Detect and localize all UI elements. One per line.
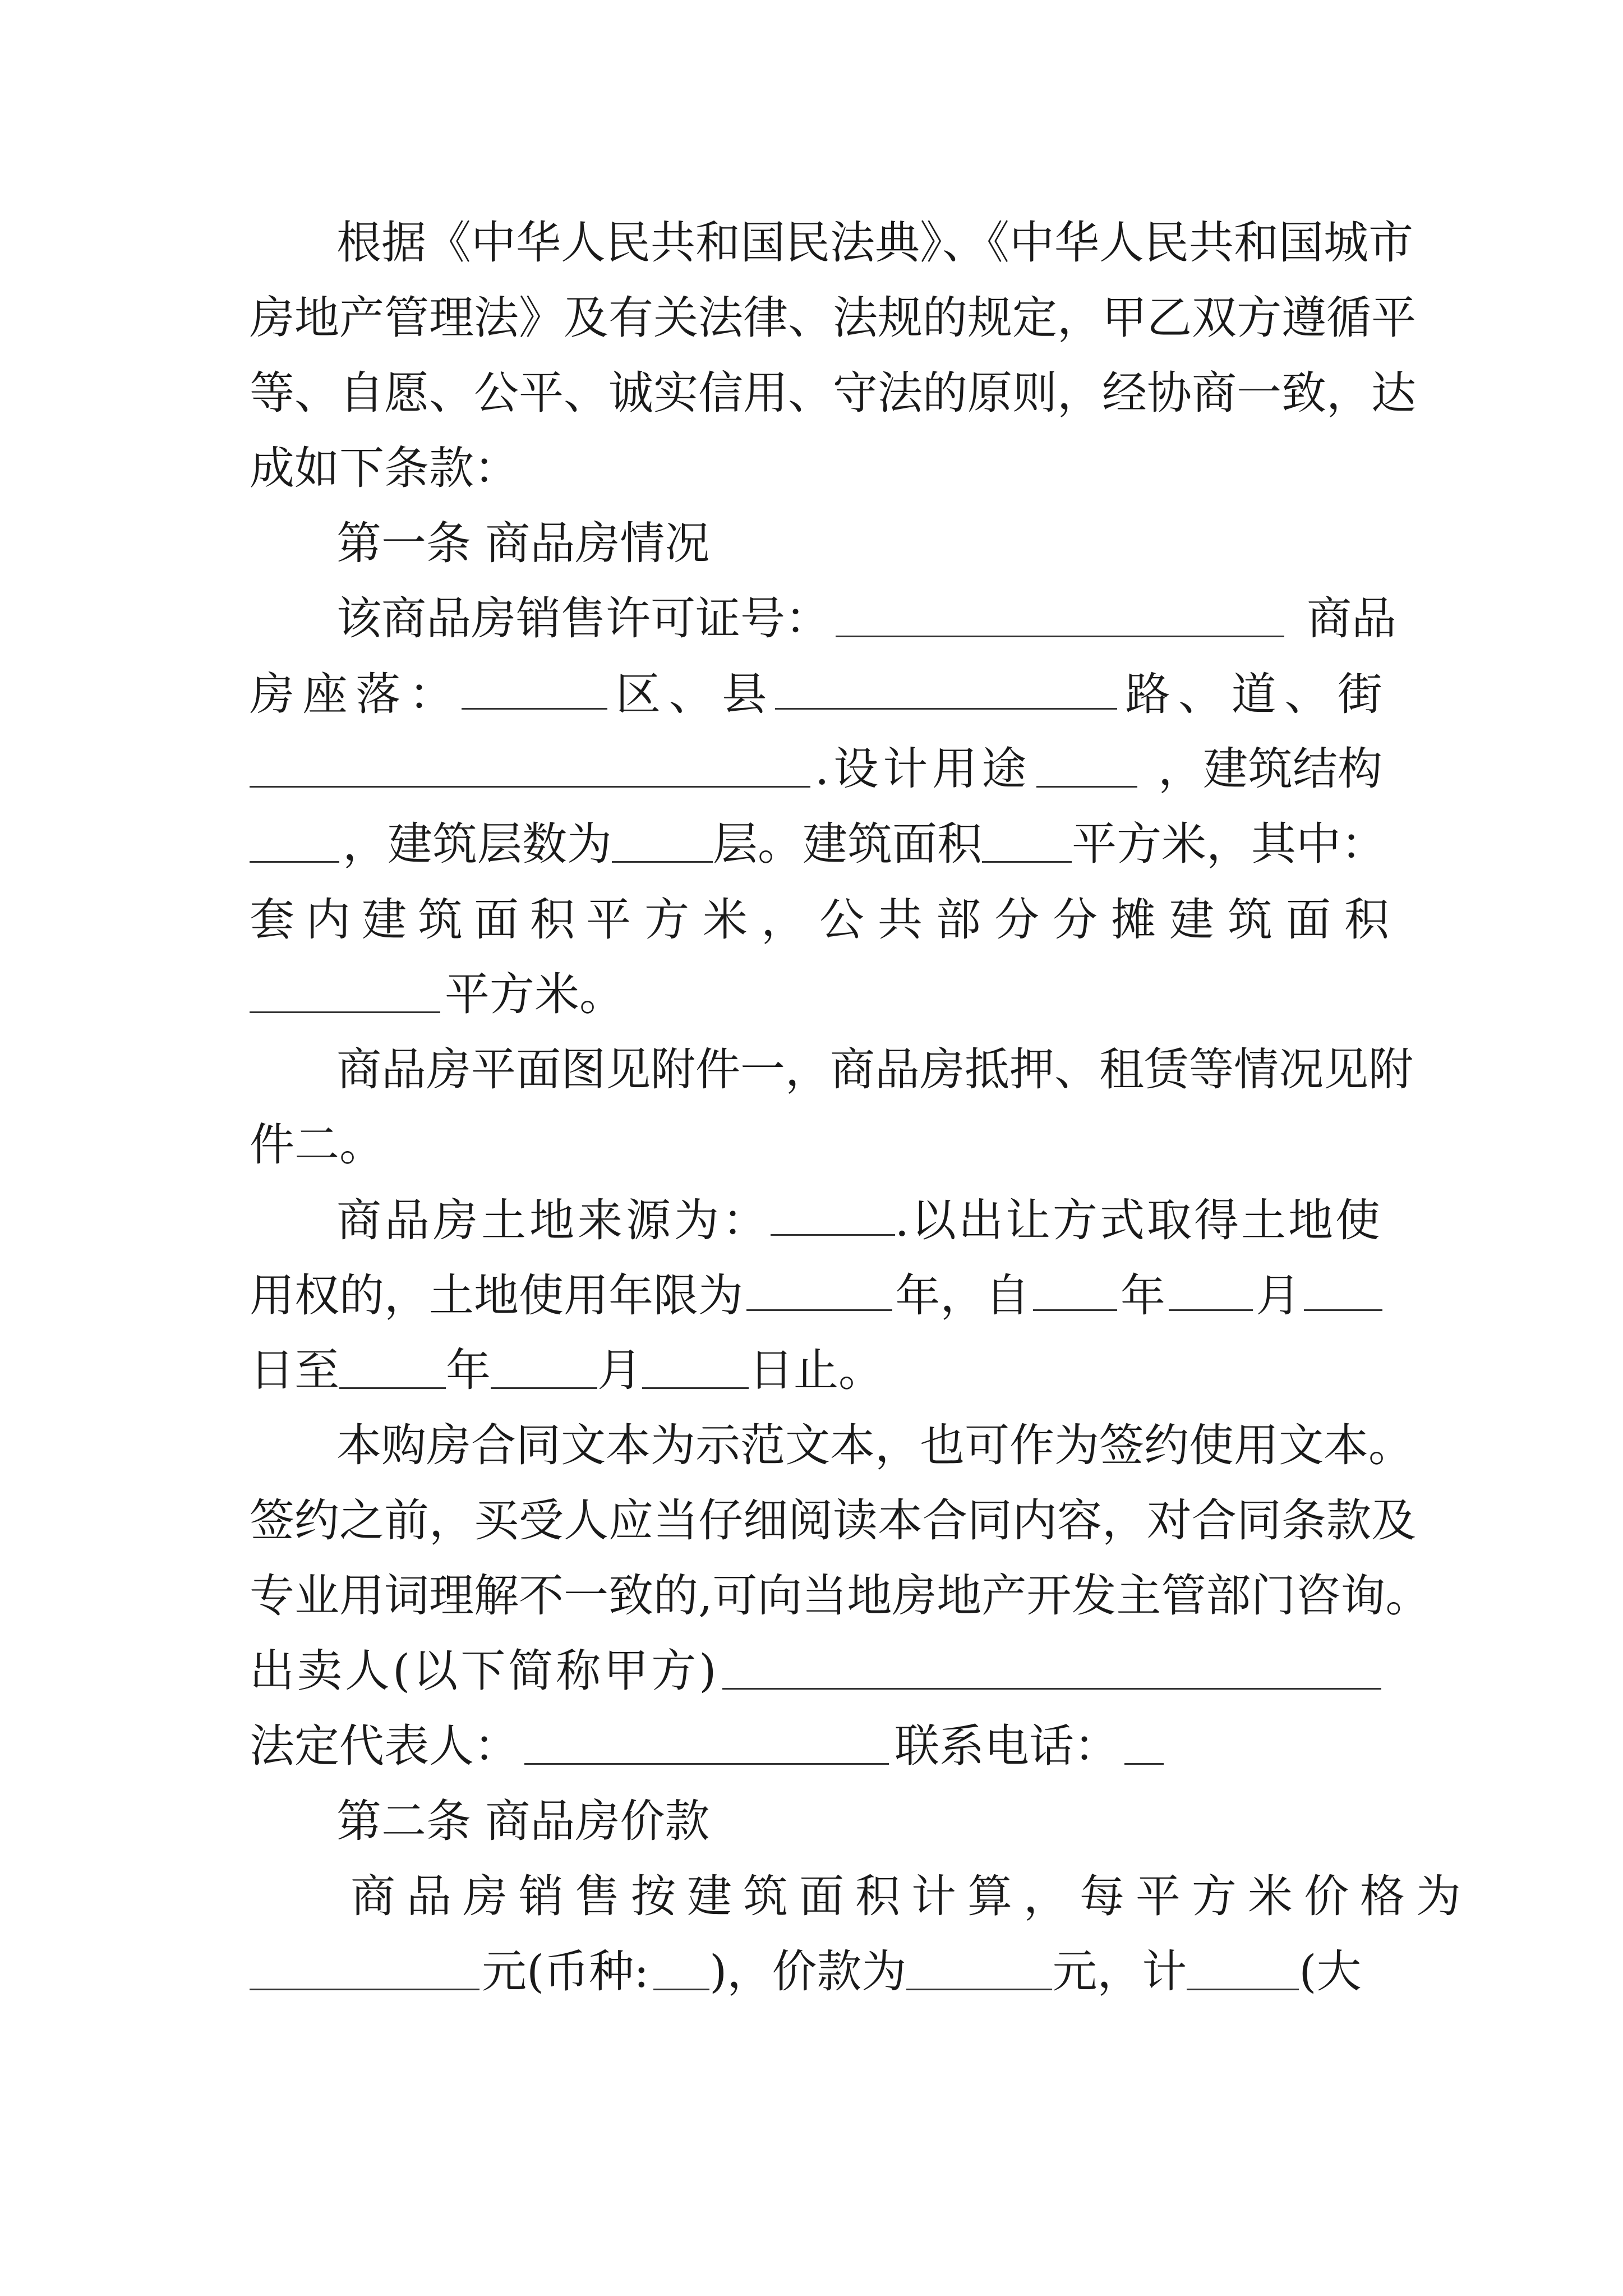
total-price-label: )，价款为 — [709, 1945, 907, 1998]
loc-char: 、 — [1178, 668, 1224, 720]
seller-field[interactable] — [722, 1643, 1381, 1690]
loc-char: 座 — [302, 668, 348, 720]
loc-char: ： — [408, 668, 454, 720]
shared-area-line — [250, 964, 1382, 1025]
price-line-1 — [351, 1866, 1472, 1927]
permit-number-field[interactable] — [836, 591, 1284, 637]
text-line-2: 签约之前，买受人应当仔细阅读本合同内容，对合同条款及 — [250, 1494, 1416, 1547]
loc-char: 区 — [616, 668, 661, 720]
inner-area-line — [250, 889, 1403, 950]
loc-char: 、 — [668, 668, 714, 720]
intro-line-4: 成如下条款： — [250, 442, 519, 494]
total-price-field[interactable] — [906, 1944, 1052, 1990]
district-field[interactable] — [462, 663, 607, 710]
to-year-field[interactable] — [339, 1342, 446, 1389]
article-1-title: 第一条 商品房情况 — [336, 517, 710, 569]
text-line-1: 本购房合同文本为示范文本，也可作为签约使用文本。 — [336, 1419, 1413, 1471]
intro-line-1: 根据《中华人民共和国民法典》、《中华人民共和国城市 — [336, 217, 1413, 269]
price-line-2 — [250, 1941, 1382, 2003]
to-day-field[interactable] — [642, 1342, 749, 1389]
loc-char: 落 — [356, 668, 401, 720]
from-label: 年，自 — [895, 1269, 1030, 1322]
area-label: 层。建筑面积 — [713, 818, 982, 870]
end-label: 日止。 — [749, 1344, 883, 1396]
land-transfer-label: .以出让方式取得土地使 — [895, 1194, 1382, 1246]
from-year-field[interactable] — [1033, 1264, 1117, 1311]
amount-label: 元，计 — [1052, 1945, 1187, 1998]
structure-label: ，建筑结构 — [1158, 743, 1382, 795]
land-source-field[interactable] — [771, 1189, 895, 1236]
county-field[interactable] — [775, 663, 1117, 710]
month-label: 月 — [597, 1344, 642, 1396]
legal-rep-label: 法定代表人： — [250, 1720, 519, 1772]
structure-field[interactable] — [250, 816, 339, 863]
usage-label: .设计用途 — [815, 743, 1031, 795]
loc-char: 房 — [250, 668, 294, 720]
year-label: 年 — [446, 1344, 491, 1396]
from-day-field[interactable] — [1304, 1264, 1382, 1311]
floors-label: ，建筑层数为 — [343, 818, 612, 870]
currency-field[interactable] — [653, 1944, 709, 1990]
land-term-label: 用权的，土地使用年限为 — [250, 1269, 743, 1322]
area-field[interactable] — [982, 816, 1072, 863]
land-line-1 — [336, 1189, 1382, 1251]
loc-char: 街 — [1337, 668, 1382, 720]
to-month-field[interactable] — [491, 1342, 597, 1389]
land-line-2 — [250, 1264, 1382, 1326]
land-source-label: 商品房土地来源为： — [336, 1194, 771, 1246]
intro-line-3 — [250, 362, 1416, 424]
price-rule-text: 商品房销售按建筑面积计算，每平方米价格为 — [351, 1870, 1472, 1922]
unit-price-field[interactable] — [250, 1944, 479, 1990]
shared-area-label: 平方米，公共部分分摊建筑面积 — [586, 894, 1403, 946]
phone-field[interactable] — [1124, 1718, 1164, 1765]
loc-char: 县 — [722, 668, 767, 720]
loc-char: 路 — [1125, 668, 1170, 720]
permit-label: 该商品房销售许可证号： — [336, 592, 830, 645]
phone-label: 联系电话： — [895, 1720, 1119, 1772]
permit-tail: 商品 — [1307, 592, 1396, 645]
seller-label: 出卖人(以下简称甲方) — [250, 1645, 720, 1697]
floors-field[interactable] — [612, 816, 713, 863]
street-field[interactable] — [250, 741, 810, 788]
floors-line — [250, 813, 1386, 875]
currency-label: 元(币种: — [482, 1945, 649, 1998]
location-line — [250, 663, 1382, 725]
text-line-3: 专业用词理解不一致的,可向当地房地产开发主管部门咨询。 — [250, 1570, 1431, 1622]
month-label: 月 — [1256, 1269, 1301, 1322]
intro-line-2-text: 房地产管理法》及有关法律、法规的规定，甲乙双方遵循平 — [250, 292, 1416, 344]
from-month-field[interactable] — [1169, 1264, 1253, 1311]
to-label: 日至 — [250, 1344, 339, 1396]
usage-line — [250, 738, 1382, 800]
shared-area-field[interactable] — [250, 967, 440, 1013]
seller-line — [250, 1640, 1382, 1702]
legal-rep-line — [250, 1715, 1382, 1777]
legal-rep-field[interactable] — [524, 1718, 889, 1765]
permit-line — [336, 588, 1396, 650]
amount-capital-label: (大 — [1299, 1945, 1362, 1998]
plan-line-1: 商品房平面图见附件一，商品房抵押、租赁等情况见附 — [336, 1043, 1413, 1096]
land-years-field[interactable] — [746, 1264, 892, 1311]
usage-field[interactable] — [1036, 741, 1137, 788]
year-label: 年 — [1120, 1269, 1165, 1322]
area-unit: 平方米，其中： — [1072, 818, 1386, 870]
inner-area-label: 套内建筑面积 — [250, 894, 586, 946]
shared-area-unit: 平方米。 — [445, 968, 624, 1020]
loc-char: 、 — [1284, 668, 1330, 720]
plan-line-2: 件二。 — [250, 1119, 384, 1171]
loc-char: 道 — [1231, 668, 1276, 720]
article-2-title: 第二条 商品房价款 — [336, 1795, 710, 1847]
land-line-3 — [250, 1340, 1382, 1401]
intro-line-2 — [250, 287, 1416, 349]
intro-line-3-text: 等、自愿、公平、诚实信用、守法的原则，经协商一致，达 — [250, 367, 1416, 419]
amount-field[interactable] — [1187, 1944, 1299, 1990]
